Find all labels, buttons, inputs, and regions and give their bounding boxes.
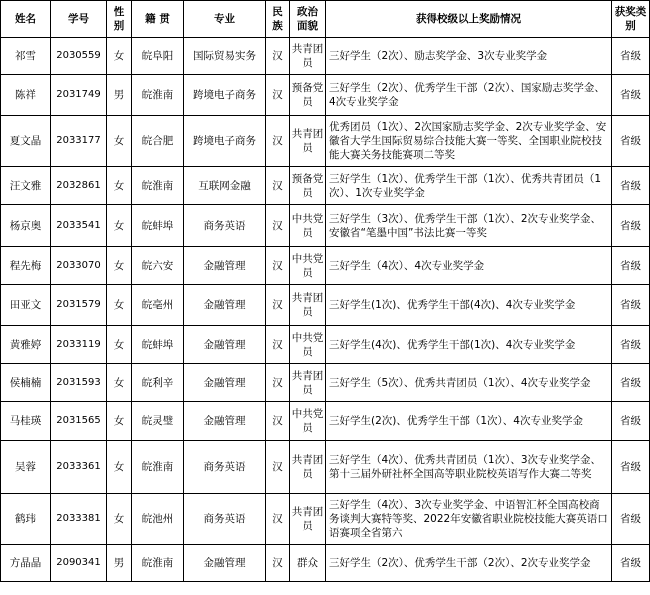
cell-gender: 女 [107, 364, 132, 402]
cell-ethnicity: 汉 [266, 285, 290, 326]
cell-awards: 三好学生(1次)、优秀学生干部(4次)、4次专业奖学金 [326, 285, 612, 326]
cell-origin: 皖利辛 [132, 364, 184, 402]
cell-awards: 三好学生（2次）、优秀学生干部（2次）、2次专业奖学金 [326, 545, 612, 582]
cell-awards: 三好学生(4次)、优秀学生干部(1次)、4次专业奖学金 [326, 326, 612, 364]
cell-major: 金融管理 [184, 364, 266, 402]
cell-major: 跨境电子商务 [184, 116, 266, 167]
cell-name: 方晶晶 [1, 545, 51, 582]
cell-gender: 女 [107, 167, 132, 205]
header-name: 姓名 [1, 1, 51, 38]
table-row [1, 167, 650, 205]
table-row [1, 545, 650, 582]
cell-name: 祁雪 [1, 38, 51, 75]
cell-origin: 皖蚌埠 [132, 205, 184, 247]
cell-awards: 三好学生（3次）、优秀学生干部（1次）、2次专业奖学金、安徽省“笔墨中国”书法比赛一等奖 [326, 205, 612, 247]
cell-awards: 三好学生（5次）、优秀共青团员（1次）、4次专业奖学金 [326, 364, 612, 402]
table-row [1, 494, 650, 545]
cell-level: 省级 [612, 167, 650, 205]
cell-politics: 共青团员 [290, 38, 326, 75]
cell-name: 程先梅 [1, 247, 51, 285]
cell-politics: 共青团员 [290, 494, 326, 545]
cell-major: 国际贸易实务 [184, 38, 266, 75]
cell-ethnicity: 汉 [266, 167, 290, 205]
cell-gender: 女 [107, 205, 132, 247]
cell-ethnicity: 汉 [266, 38, 290, 75]
cell-origin: 皖六安 [132, 247, 184, 285]
cell-origin: 皖合肥 [132, 116, 184, 167]
cell-politics: 中共党员 [290, 402, 326, 441]
header-major: 专业 [184, 1, 266, 38]
cell-awards: 三好学生（2次）、励志奖学金、3次专业奖学金 [326, 38, 612, 75]
table-row [1, 326, 650, 364]
table-row [1, 402, 650, 441]
cell-name: 黄雅婷 [1, 326, 51, 364]
cell-origin: 皖淮南 [132, 75, 184, 116]
cell-ethnicity: 汉 [266, 75, 290, 116]
cell-id: 2031593 [51, 364, 107, 402]
cell-origin: 皖淮南 [132, 441, 184, 494]
cell-id: 2033119 [51, 326, 107, 364]
cell-level: 省级 [612, 75, 650, 116]
cell-politics: 共青团员 [290, 441, 326, 494]
cell-id: 2033381 [51, 494, 107, 545]
cell-politics: 共青团员 [290, 364, 326, 402]
header-origin: 籍 贯 [132, 1, 184, 38]
table-row [1, 247, 650, 285]
cell-ethnicity: 汉 [266, 116, 290, 167]
table-row [1, 75, 650, 116]
cell-origin: 皖阜阳 [132, 38, 184, 75]
cell-name: 鹤玮 [1, 494, 51, 545]
cell-ethnicity: 汉 [266, 364, 290, 402]
cell-gender: 女 [107, 285, 132, 326]
cell-major: 商务英语 [184, 494, 266, 545]
cell-level: 省级 [612, 38, 650, 75]
cell-level: 省级 [612, 326, 650, 364]
cell-ethnicity: 汉 [266, 326, 290, 364]
cell-awards: 优秀团员（1次）、2次国家励志奖学金、2次专业奖学金、安徽省大学生国际贸易综合技能大赛一等奖、全国职业院校技能大赛关务技能赛项二等奖 [326, 116, 612, 167]
cell-gender: 男 [107, 545, 132, 582]
cell-awards: 三好学生（4次）、3次专业奖学金、中语智汇杯全国高校商务谈判大赛特等奖、2022年安徽省职业院校技能大赛英语口语赛项全省第六 [326, 494, 612, 545]
table-row [1, 116, 650, 167]
cell-politics: 中共党员 [290, 247, 326, 285]
cell-id: 2033541 [51, 205, 107, 247]
table-row [1, 38, 650, 75]
cell-id: 2033070 [51, 247, 107, 285]
cell-awards: 三好学生(2次)、优秀学生干部（1次）、4次专业奖学金 [326, 402, 612, 441]
cell-name: 吴蓉 [1, 441, 51, 494]
cell-gender: 女 [107, 116, 132, 167]
cell-level: 省级 [612, 205, 650, 247]
cell-name: 马桂瑛 [1, 402, 51, 441]
cell-origin: 皖灵璧 [132, 402, 184, 441]
cell-level: 省级 [612, 545, 650, 582]
cell-ethnicity: 汉 [266, 441, 290, 494]
cell-id: 2030559 [51, 38, 107, 75]
cell-name: 杨京奥 [1, 205, 51, 247]
cell-ethnicity: 汉 [266, 545, 290, 582]
cell-awards: 三好学生（1次）、优秀学生干部（1次）、优秀共青团员（1次）、1次专业奖学金 [326, 167, 612, 205]
cell-major: 金融管理 [184, 285, 266, 326]
cell-gender: 女 [107, 402, 132, 441]
cell-name: 汪文雅 [1, 167, 51, 205]
cell-level: 省级 [612, 494, 650, 545]
table-row [1, 441, 650, 494]
cell-level: 省级 [612, 441, 650, 494]
cell-name: 田亚文 [1, 285, 51, 326]
cell-origin: 皖淮南 [132, 545, 184, 582]
cell-major: 商务英语 [184, 441, 266, 494]
cell-gender: 女 [107, 326, 132, 364]
header-gender: 性别 [107, 1, 132, 38]
cell-origin: 皖蚌埠 [132, 326, 184, 364]
cell-major: 商务英语 [184, 205, 266, 247]
table-row [1, 285, 650, 326]
cell-politics: 共青团员 [290, 116, 326, 167]
header-id: 学号 [51, 1, 107, 38]
cell-id: 2032861 [51, 167, 107, 205]
header-awards: 获得校级以上奖励情况 [326, 1, 612, 38]
header-row [1, 1, 650, 38]
cell-id: 2033177 [51, 116, 107, 167]
cell-major: 金融管理 [184, 247, 266, 285]
cell-origin: 皖池州 [132, 494, 184, 545]
cell-gender: 女 [107, 38, 132, 75]
cell-major: 金融管理 [184, 545, 266, 582]
cell-politics: 中共党员 [290, 205, 326, 247]
cell-major: 互联网金融 [184, 167, 266, 205]
cell-origin: 皖淮南 [132, 167, 184, 205]
cell-name: 侯楠楠 [1, 364, 51, 402]
cell-ethnicity: 汉 [266, 205, 290, 247]
cell-politics: 中共党员 [290, 326, 326, 364]
cell-gender: 女 [107, 247, 132, 285]
cell-id: 2033361 [51, 441, 107, 494]
cell-awards: 三好学生（4次）、4次专业奖学金 [326, 247, 612, 285]
cell-level: 省级 [612, 285, 650, 326]
cell-name: 夏文晶 [1, 116, 51, 167]
cell-level: 省级 [612, 402, 650, 441]
cell-politics: 预备党员 [290, 167, 326, 205]
cell-id: 2090341 [51, 545, 107, 582]
cell-name: 陈祥 [1, 75, 51, 116]
table-row [1, 364, 650, 402]
cell-major: 金融管理 [184, 326, 266, 364]
cell-major: 跨境电子商务 [184, 75, 266, 116]
cell-origin: 皖亳州 [132, 285, 184, 326]
cell-level: 省级 [612, 364, 650, 402]
cell-politics: 群众 [290, 545, 326, 582]
cell-ethnicity: 汉 [266, 402, 290, 441]
cell-politics: 预备党员 [290, 75, 326, 116]
cell-level: 省级 [612, 247, 650, 285]
cell-awards: 三好学生（4次）、优秀共青团员（1次）、3次专业奖学金、第十三届外研社杯全国高等职业院校英语写作大赛二等奖 [326, 441, 612, 494]
cell-id: 2031579 [51, 285, 107, 326]
cell-politics: 共青团员 [290, 285, 326, 326]
cell-gender: 男 [107, 75, 132, 116]
cell-ethnicity: 汉 [266, 247, 290, 285]
cell-level: 省级 [612, 116, 650, 167]
cell-gender: 女 [107, 441, 132, 494]
table-row [1, 205, 650, 247]
cell-id: 2031749 [51, 75, 107, 116]
header-level: 获奖类别 [612, 1, 650, 38]
header-politics: 政治面貌 [290, 1, 326, 38]
cell-awards: 三好学生（2次）、优秀学生干部（2次）、国家励志奖学金、4次专业奖学金 [326, 75, 612, 116]
cell-major: 金融管理 [184, 402, 266, 441]
cell-ethnicity: 汉 [266, 494, 290, 545]
cell-gender: 女 [107, 494, 132, 545]
cell-id: 2031565 [51, 402, 107, 441]
header-ethnicity: 民族 [266, 1, 290, 38]
